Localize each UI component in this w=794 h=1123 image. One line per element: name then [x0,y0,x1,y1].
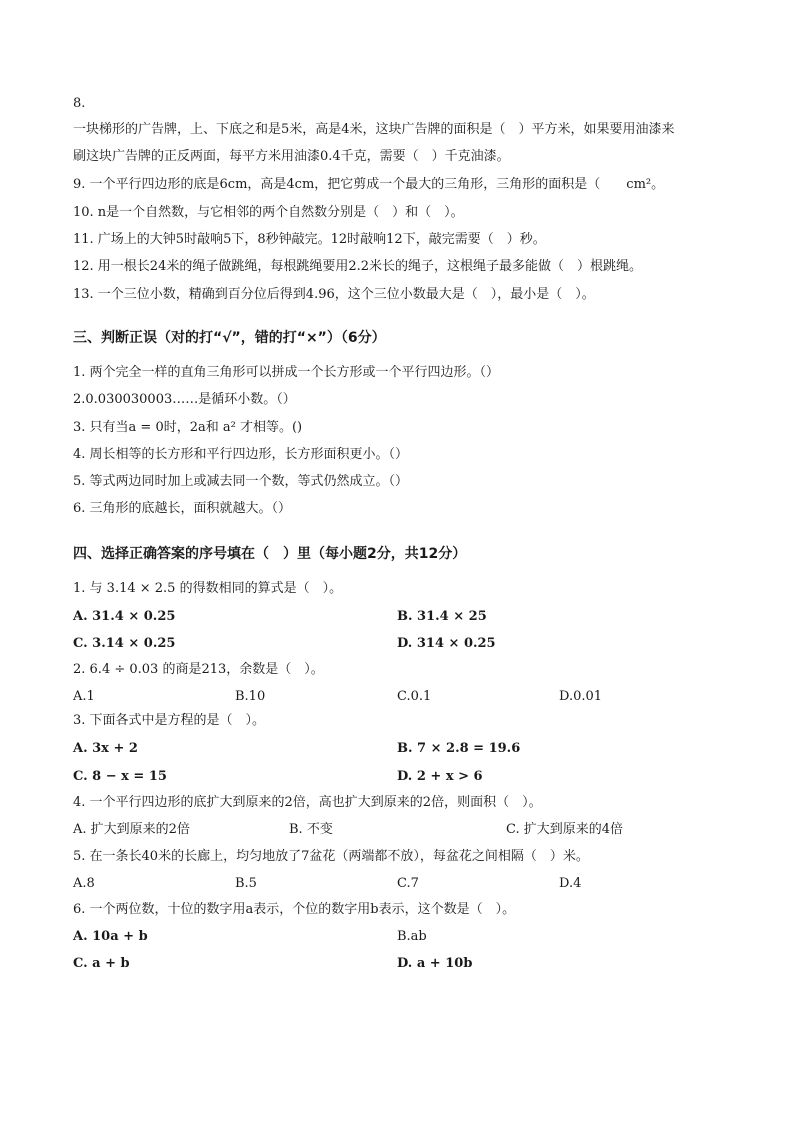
choice-q2-option-b: B.10 [235,689,266,704]
q13-text: 13. 一个三位小数，精确到百分位后得到4.96，这个三位小数最大是（ ），最小是（ ）。 [73,287,595,302]
choice-q5-option-c: C.7 [397,876,419,891]
q8-line-2: 刷这块广告牌的正反两面，每平方米用油漆0.4千克，需要（ ）千克油漆。 [73,149,510,164]
choice-q2-option-a: A.1 [73,689,95,704]
choice-q1-option-a: A. 31.4 × 0.25 [73,609,176,624]
q8-line-1: 一块梯形的广告牌，上、下底之和是5米，高是4米，这块广告牌的面积是（ ）平方米，如果要用油漆来 [73,122,675,137]
choice-q1-option-c: C. 3.14 × 0.25 [73,636,176,651]
choice-q1-option-d: D. 314 × 0.25 [397,636,496,651]
choice-q6: 6. 一个两位数，十位的数字用a表示，个位的数字用b表示，这个数是（ ）。 [73,902,516,917]
choice-q5-option-b: B.5 [235,876,257,891]
choice-q3-option-a: A. 3x + 2 [73,741,138,756]
choice-q6-option-c: C. a + b [73,956,130,971]
choice-q5: 5. 在一条长40米的长廊上，均匀地放了7盆花（两端都不放），每盆花之间相隔（ ）米。 [73,849,589,864]
choice-q2: 2. 6.4 ÷ 0.03 的商是213，余数是（ ）。 [73,662,324,677]
choice-q4-option-b: B. 不变 [289,822,333,837]
judge-item-5: 5. 等式两边同时加上或减去同一个数，等式仍然成立。（） [73,474,409,489]
choice-q3-option-c: C. 8 − x = 15 [73,769,167,784]
q12-text: 12. 用一根长24米的绳子做跳绳，每根跳绳要用2.2米长的绳子，这根绳子最多能做（ ）根跳绳。 [73,259,643,274]
choice-q2-option-d: D.0.01 [559,689,603,704]
judge-item-4: 4. 周长相等的长方形和平行四边形，长方形面积更小。（） [73,447,409,462]
choice-q6-option-a: A. 10a + b [73,929,148,944]
judge-item-1: 1. 两个完全一样的直角三角形可以拼成一个长方形或一个平行四边形。（） [73,365,500,380]
q8-number: 8. [73,96,86,111]
q9-text: 9. 一个平行四边形的底是6cm，高是4cm，把它剪成一个最大的三角形，三角形的面积是（ cm²。 [73,177,665,192]
judge-item-3: 3. 只有当a = 0时，2a和 a² 才相等。() [73,420,303,435]
choice-q6-option-d: D. a + 10b [397,956,473,971]
section3-heading: 三、判断正误（对的打“√”，错的打“×”）（6分） [73,330,386,346]
choice-q4-option-a: A. 扩大到原来的2倍 [73,822,190,837]
q10-text: 10. n是一个自然数，与它相邻的两个自然数分别是（ ）和（ ）。 [73,205,464,220]
choice-q1-option-b: B. 31.4 × 25 [397,609,487,624]
choice-q5-option-d: D.4 [559,876,582,891]
choice-q4: 4. 一个平行四边形的底扩大到原来的2倍，高也扩大到原来的2倍，则面积（ ）。 [73,795,542,810]
choice-q1: 1. 与 3.14 × 2.5 的得数相同的算式是（ ）。 [73,581,343,596]
choice-q2-option-c: C.0.1 [397,689,432,704]
choice-q3: 3. 下面各式中是方程的是（ ）。 [73,713,266,728]
judge-item-2: 2.0.030030003……是循环小数。（） [73,392,296,407]
choice-q3-option-b: B. 7 × 2.8 = 19.6 [397,741,521,756]
choice-q4-option-c: C. 扩大到原来的4倍 [506,822,624,837]
section4-heading: 四、选择正确答案的序号填在（ ）里（每小题2分，共12分） [73,546,467,562]
q11-text: 11. 广场上的大钟5时敲响5下，8秒钟敲完。12时敲响12下，敲完需要（ ）秒。 [73,232,546,247]
choice-q3-option-d: D. 2 + x > 6 [397,769,483,784]
choice-q5-option-a: A.8 [73,876,95,891]
judge-item-6: 6. 三角形的底越长，面积就越大。（） [73,501,292,516]
choice-q6-option-b: B.ab [397,929,427,944]
